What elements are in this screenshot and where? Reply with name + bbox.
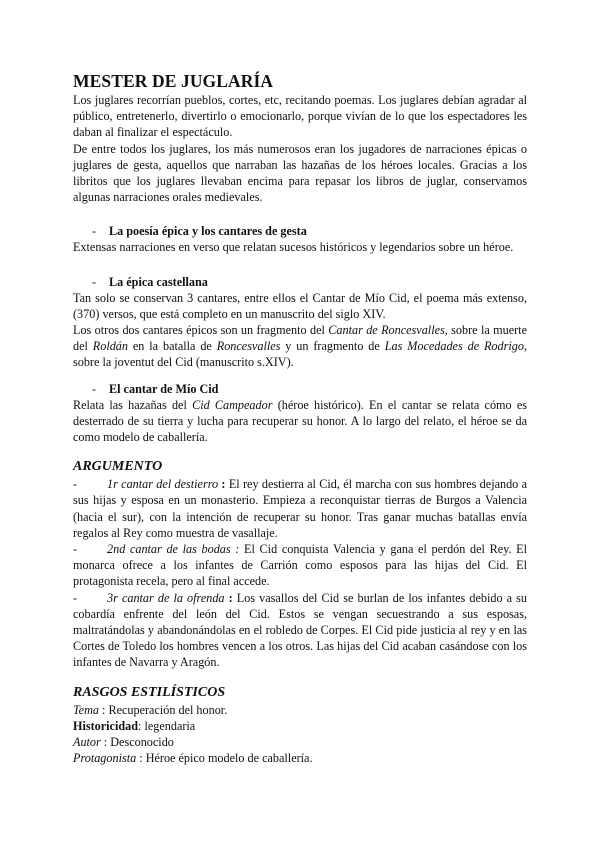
bullet-dash: - <box>92 381 97 396</box>
argumento-item-2: - 2nd cantar de las bodas : El Cid conquista Valencia y gana el perdón del Rey. El monarca ofrece a los infantes de Carrión como esposos para las hijas del Cid. El protagonista recela, pero al final accede. <box>73 542 527 589</box>
document-page <box>73 70 527 767</box>
bullet-dash: - <box>92 274 97 289</box>
intro-paragraph-1: Los juglares recorrían pueblos, cortes, etc, recitando poemas. Los juglares debían agradar al público, entretenerlo, divertirlo o emocionarlo, porque vivían de lo que los espectadores les daban al finalizar el espectáculo. <box>73 93 527 140</box>
title-mocedades-rodrigo: Las Mocedades de Rodrigo <box>384 339 524 354</box>
section-text-epica-castellana-1: Tan solo se conservan 3 cantares, entre ellos el Cantar de Mío Cid, el poema más extenso, (370) versos, que está completo en un manuscrito del siglo XIV. <box>73 290 527 321</box>
argumento-item-3: - 3r cantar de la ofrenda : Los vasallos del Cid se burlan de los infantes debido a su cobardía enfrente del león del Cid. Estos se vengan secuestrando a sus esposas, maltratándolas y abandonándolas en el robledo de Corpes. El Cid pide justicia al rey y en las Cortes de Toledo los hombres vencen a los otros. Las hijas del Cid acaban casándose con los infantes de Navarra y Aragón. <box>73 590 527 670</box>
rasgo-tema: Tema : Recuperación del honor. <box>73 702 228 717</box>
place-roncesvalles: Roncesvalles <box>216 339 281 354</box>
section-heading-epica-castellana: - La épica castellana <box>92 274 208 289</box>
bullet-dash: - <box>73 542 78 557</box>
document-title: MESTER DE JUGLARÍA <box>73 71 274 91</box>
section-heading-cantar-mio-cid: - El cantar de Mío Cid <box>92 381 219 396</box>
name-roldan: Roldán <box>92 339 128 354</box>
section-text-poesia-epica: Extensas narraciones en verso que relatan sucesos históricos y legendarios sobre un héroe. <box>73 240 514 255</box>
argumento-item-1: - 1r cantar del destierro : El rey destierra al Cid, él marcha con sus hombres dejando a sus hijas y esposa en un monasterio. Empieza a reconquistar tierras de Burgos a Valencia (hacia el sur), con la intención de recuperar su honor. Tras ganar muchas batallas envía regalos al Rey como muestra de vasallaje. <box>73 477 528 540</box>
argumento-heading: ARGUMENTO <box>73 459 163 475</box>
intro-paragraph-2: De entre todos los juglares, los más numerosos eran los jugadores de narraciones épicas o juglares de gesta, aquellos que narraban las hazañas de los héroes locales. Gracias a los libritos que los juglares llevaban encima para repasar los libros de juglar, conservamos algunas narraciones orales medievales. <box>73 141 527 205</box>
rasgo-historicidad: Historicidad: legendaria <box>73 718 196 733</box>
title-cantar-roncesvalles: Cantar de Roncesvalles <box>328 323 445 338</box>
name-cid-campeador: Cid Campeador <box>192 397 273 412</box>
rasgo-protagonista: Protagonista : Héroe épico modelo de caballería. <box>73 751 313 766</box>
section-heading-poesia-epica: - La poesía épica y los cantares de gesta <box>92 224 307 239</box>
rasgos-heading: RASGOS ESTILÍSTICOS <box>73 684 226 700</box>
section-text-epica-castellana-2: Los otros dos cantares épicos son un fragmento del Cantar de Roncesvalles, sobre la muerte del Roldán en la batalla de Roncesvalles y un fragmento de Las Mocedades de Rodrigo, sobre la joventut del Cid (manuscrito s.XIV). <box>73 323 527 370</box>
bullet-dash: - <box>92 224 97 239</box>
bullet-dash: - <box>73 590 78 605</box>
section-text-cantar-mio-cid: Relata las hazañas del Cid Campeador (héroe histórico). En el cantar se relata cómo es desterrado de su tierra y lucha para recuperar su honor. A lo largo del relato, el héroe se da como modelo de caballería. <box>73 397 527 445</box>
rasgo-autor: Autor : Desconocido <box>73 735 174 750</box>
bullet-dash: - <box>73 477 78 492</box>
